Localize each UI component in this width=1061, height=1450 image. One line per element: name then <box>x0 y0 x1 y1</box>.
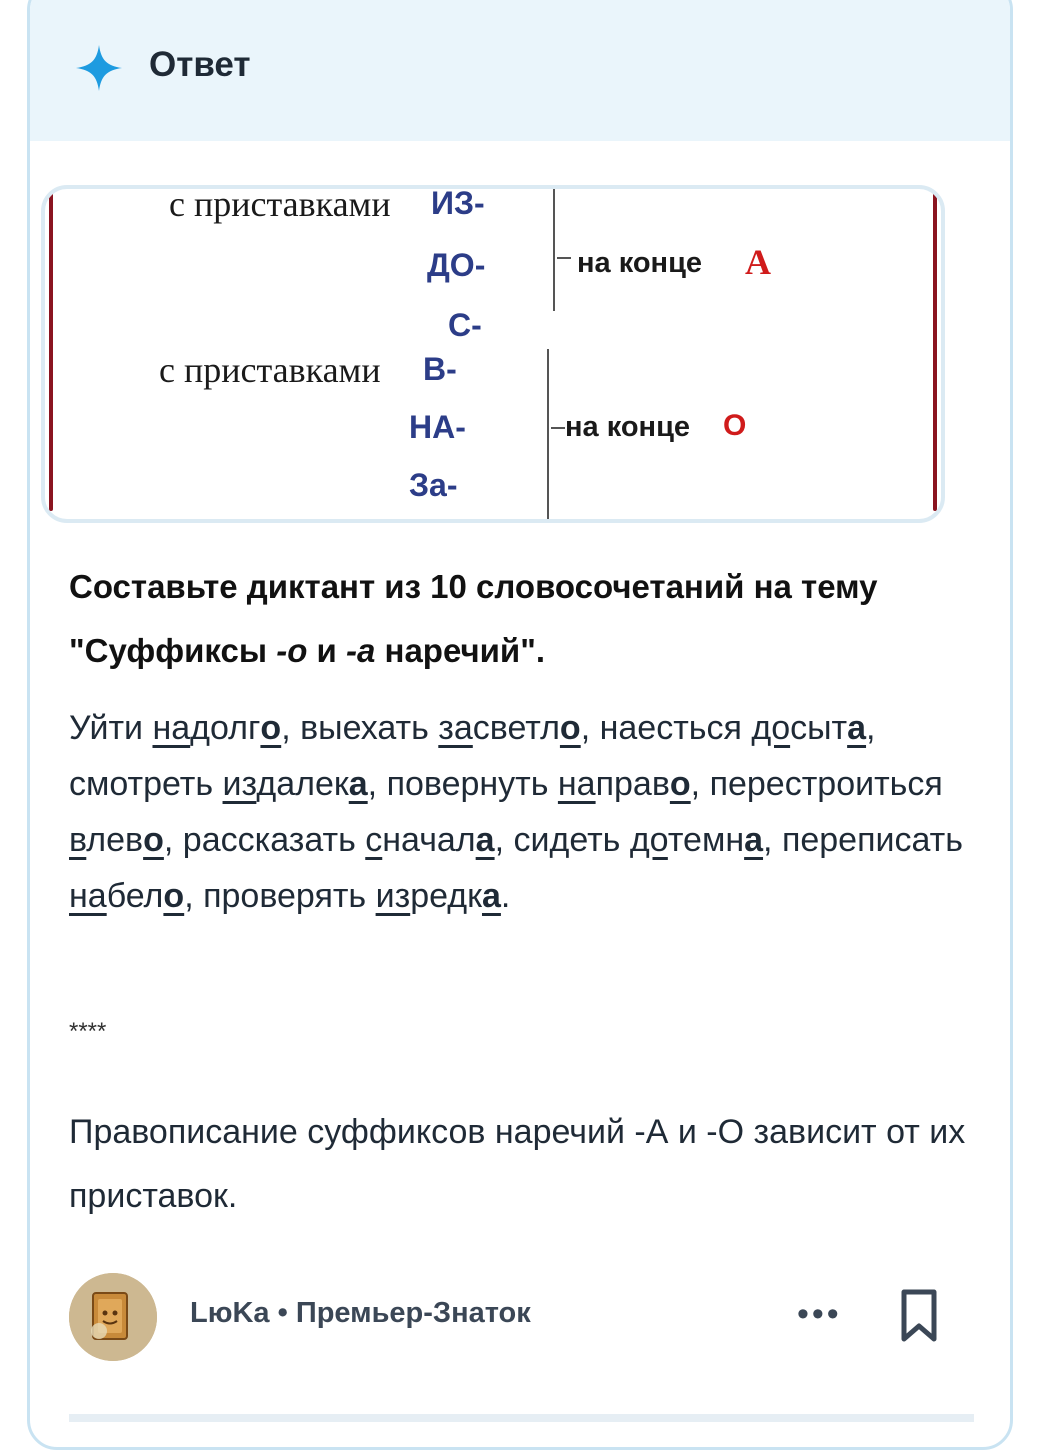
phrase: выехать засветло, <box>300 709 600 747</box>
rule-result-2: на конце <box>565 411 691 443</box>
question-and: и <box>307 632 346 669</box>
rule-prefix-iz: ИЗ- <box>431 185 485 221</box>
prefix: на <box>152 709 191 747</box>
ending: а <box>847 709 867 747</box>
author-row <box>69 1273 949 1363</box>
ending: а <box>481 877 501 915</box>
phrase: переписать набело, <box>69 821 963 915</box>
question-suffix-o: -о <box>276 632 308 669</box>
ending: а <box>744 821 764 859</box>
rule-bracket-2 <box>547 349 549 519</box>
prefix: до <box>751 709 791 747</box>
prefix: из <box>222 765 257 803</box>
more-options-button[interactable]: ••• <box>797 1295 842 1333</box>
question-text <box>69 555 969 683</box>
prefix: до <box>629 821 668 859</box>
ending: о <box>260 709 282 747</box>
rule-prefix-s: С- <box>448 307 482 343</box>
question-part2: наречий". <box>375 632 546 669</box>
rule-letter-a: А <box>745 242 771 282</box>
rule-prefix-na: НА- <box>409 409 466 445</box>
ending: о <box>163 877 185 915</box>
rule-lead-2: с приставками <box>159 350 381 390</box>
rule-letter-o: О <box>723 409 747 442</box>
bookmark-icon[interactable] <box>899 1289 939 1343</box>
author-name: LюKa <box>190 1297 270 1329</box>
prefix: на <box>557 765 596 803</box>
prefix: в <box>69 821 87 859</box>
rule-border-right <box>933 193 937 511</box>
sparkle-icon <box>74 43 124 93</box>
book-avatar-icon <box>69 1273 157 1361</box>
prefix: на <box>69 877 107 915</box>
phrase: наесться досыта, <box>599 709 876 747</box>
phrase: рассказать сначала, <box>182 821 514 859</box>
question-part1: Составьте диктант из 10 словосочетаний на тему "Суффиксы <box>69 568 878 669</box>
author-name-line[interactable]: LюKa • Премьер-Знаток <box>190 1297 531 1329</box>
rule-prefix-v: В- <box>423 351 457 387</box>
author-rank: Премьер-Знаток <box>295 1297 531 1329</box>
prefix: за <box>438 709 473 747</box>
phrase: проверять изредка. <box>203 877 511 915</box>
rule-summary: Правописание суффиксов наречий -А и -О зависит от их приставок. <box>69 1113 966 1215</box>
ending: о <box>669 765 691 803</box>
rule-image <box>41 185 945 523</box>
phrase: перестроиться влево, <box>69 765 943 859</box>
rule-lead-1: с приставками <box>169 185 391 224</box>
answer-header <box>30 0 1010 141</box>
rule-border-left <box>49 193 53 511</box>
phrase: повернуть направо, <box>386 765 710 803</box>
bottom-divider <box>69 1414 974 1422</box>
phrase: смотреть издалека, <box>69 765 387 803</box>
rule-tick-2 <box>551 427 565 429</box>
ending: а <box>348 765 368 803</box>
prefix: с <box>365 821 383 859</box>
phrase: сидеть дотемна, <box>513 821 782 859</box>
prefix: из <box>375 877 411 915</box>
answer-title: Ответ <box>149 45 251 84</box>
ending: о <box>559 709 581 747</box>
question-suffix-a: -а <box>346 632 376 669</box>
rule-prefix-za: За- <box>409 467 458 503</box>
ending: о <box>143 821 164 859</box>
rule-bracket-1 <box>553 187 555 311</box>
answer-text <box>69 700 969 924</box>
phrase: Уйти надолго, <box>69 709 301 747</box>
separator: **** <box>69 1018 107 1045</box>
avatar[interactable] <box>69 1273 157 1361</box>
rule-prefix-do: ДО- <box>427 247 486 283</box>
rule-tick-1 <box>557 257 571 259</box>
rule-result-1: на конце <box>577 247 703 279</box>
ending: а <box>475 821 495 859</box>
